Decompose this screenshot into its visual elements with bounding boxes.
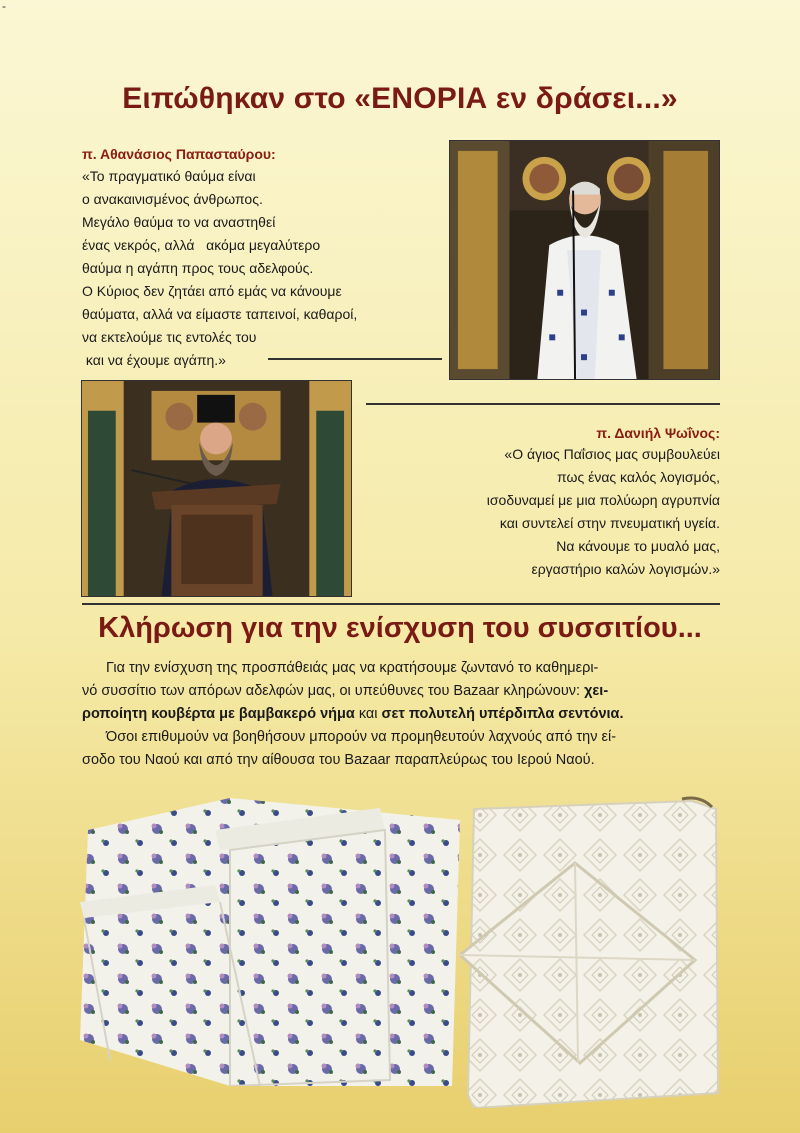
speaker-1-quote	[82, 165, 357, 372]
photo-speaker-1	[449, 140, 720, 380]
quote-line: θαύματα, αλλά να είμαστε ταπεινοί, καθαροί,	[82, 306, 358, 322]
paragraph-bold: σετ πολυτελή υπέρδιπλα σεντόνια.	[381, 706, 624, 722]
raffle-paragraph	[82, 657, 720, 772]
paragraph-line	[82, 703, 720, 726]
paragraph-line: σοδο του Ναού και από την αίθουσα του Bazaar παραπλεύρως του Ιερού Ναού.	[82, 752, 595, 768]
paragraph-line: Για την ενίσχυση της προσπάθειάς μας να κρατήσουμε ζωντανό το καθημερι-	[106, 660, 599, 676]
quote-line: και συντελεί στην πνευματική υγεία.	[499, 515, 720, 531]
quote-line: πως ένας καλός λογισμός,	[557, 469, 720, 485]
paragraph-bold: χει-	[584, 683, 609, 699]
quote-line: να εκτελούμε τις εντολές του	[82, 329, 257, 345]
paragraph-text: νό συσσίτιο των απόρων αδελφών μας, οι υπεύθυνες του Bazaar κληρώνουν:	[82, 683, 585, 699]
quote-line: «Ο άγιος Παΐσιος μας συμβουλεύει	[504, 446, 720, 462]
quote-line: Να κάνουμε το μυαλό μας,	[556, 538, 720, 554]
quote-line: θαύμα η αγάπη προς τους αδελφούς.	[82, 260, 314, 276]
divider-speaker-2	[366, 403, 720, 405]
quote-line: Μεγάλο θαύμα το να αναστηθεί	[82, 214, 276, 230]
section-title-enoria: Ειπώθηκαν στο «ΕΝΟΡΙΑ εν δράσει...»	[122, 82, 678, 115]
corner-mark: -	[2, 0, 6, 13]
quote-line: «Το πραγματικό θαύμα είναι	[82, 168, 256, 184]
section-divider	[82, 603, 720, 605]
speaker-1-name: π. Αθανάσιος Παπασταύρου:	[82, 146, 276, 162]
paragraph-line	[82, 680, 720, 703]
photo-speaker-2	[81, 380, 352, 597]
paragraph-bold: ροποίητη κουβέρτα με βαμβακερό νήμα	[82, 706, 355, 722]
paragraph-line: Όσοι επιθυμούν να βοηθήσουν μπορούν να προμηθευτούν λαχνούς από την εί-	[106, 729, 617, 745]
quote-line: και να έχουμε αγάπη.»	[82, 352, 226, 368]
photo-floral-sheets	[80, 790, 460, 1086]
quote-line: Ο Κύριος δεν ζητάει από εμάς να κάνουμε	[82, 283, 342, 299]
photo-knitted-blanket	[460, 795, 720, 1108]
quote-line: ισοδυναμεί με μια πολύωρη αγρυπνία	[486, 492, 720, 508]
paragraph-text: και	[354, 706, 382, 722]
quote-line: ένας νεκρός, αλλά ακόμα μεγαλύτερο	[82, 237, 321, 253]
quote-line: εργαστήριο καλών λογισμών.»	[531, 561, 720, 577]
section-title-raffle: Κλήρωση για την ενίσχυση του συσσιτίου...	[98, 612, 702, 644]
divider-speaker-1	[268, 358, 442, 360]
speaker-2-name: π. Δανιήλ Ψωΐνος:	[596, 425, 720, 441]
speaker-2-quote	[487, 443, 720, 581]
quote-line: ο ανακαινισμένος άνθρωπος.	[82, 191, 263, 207]
